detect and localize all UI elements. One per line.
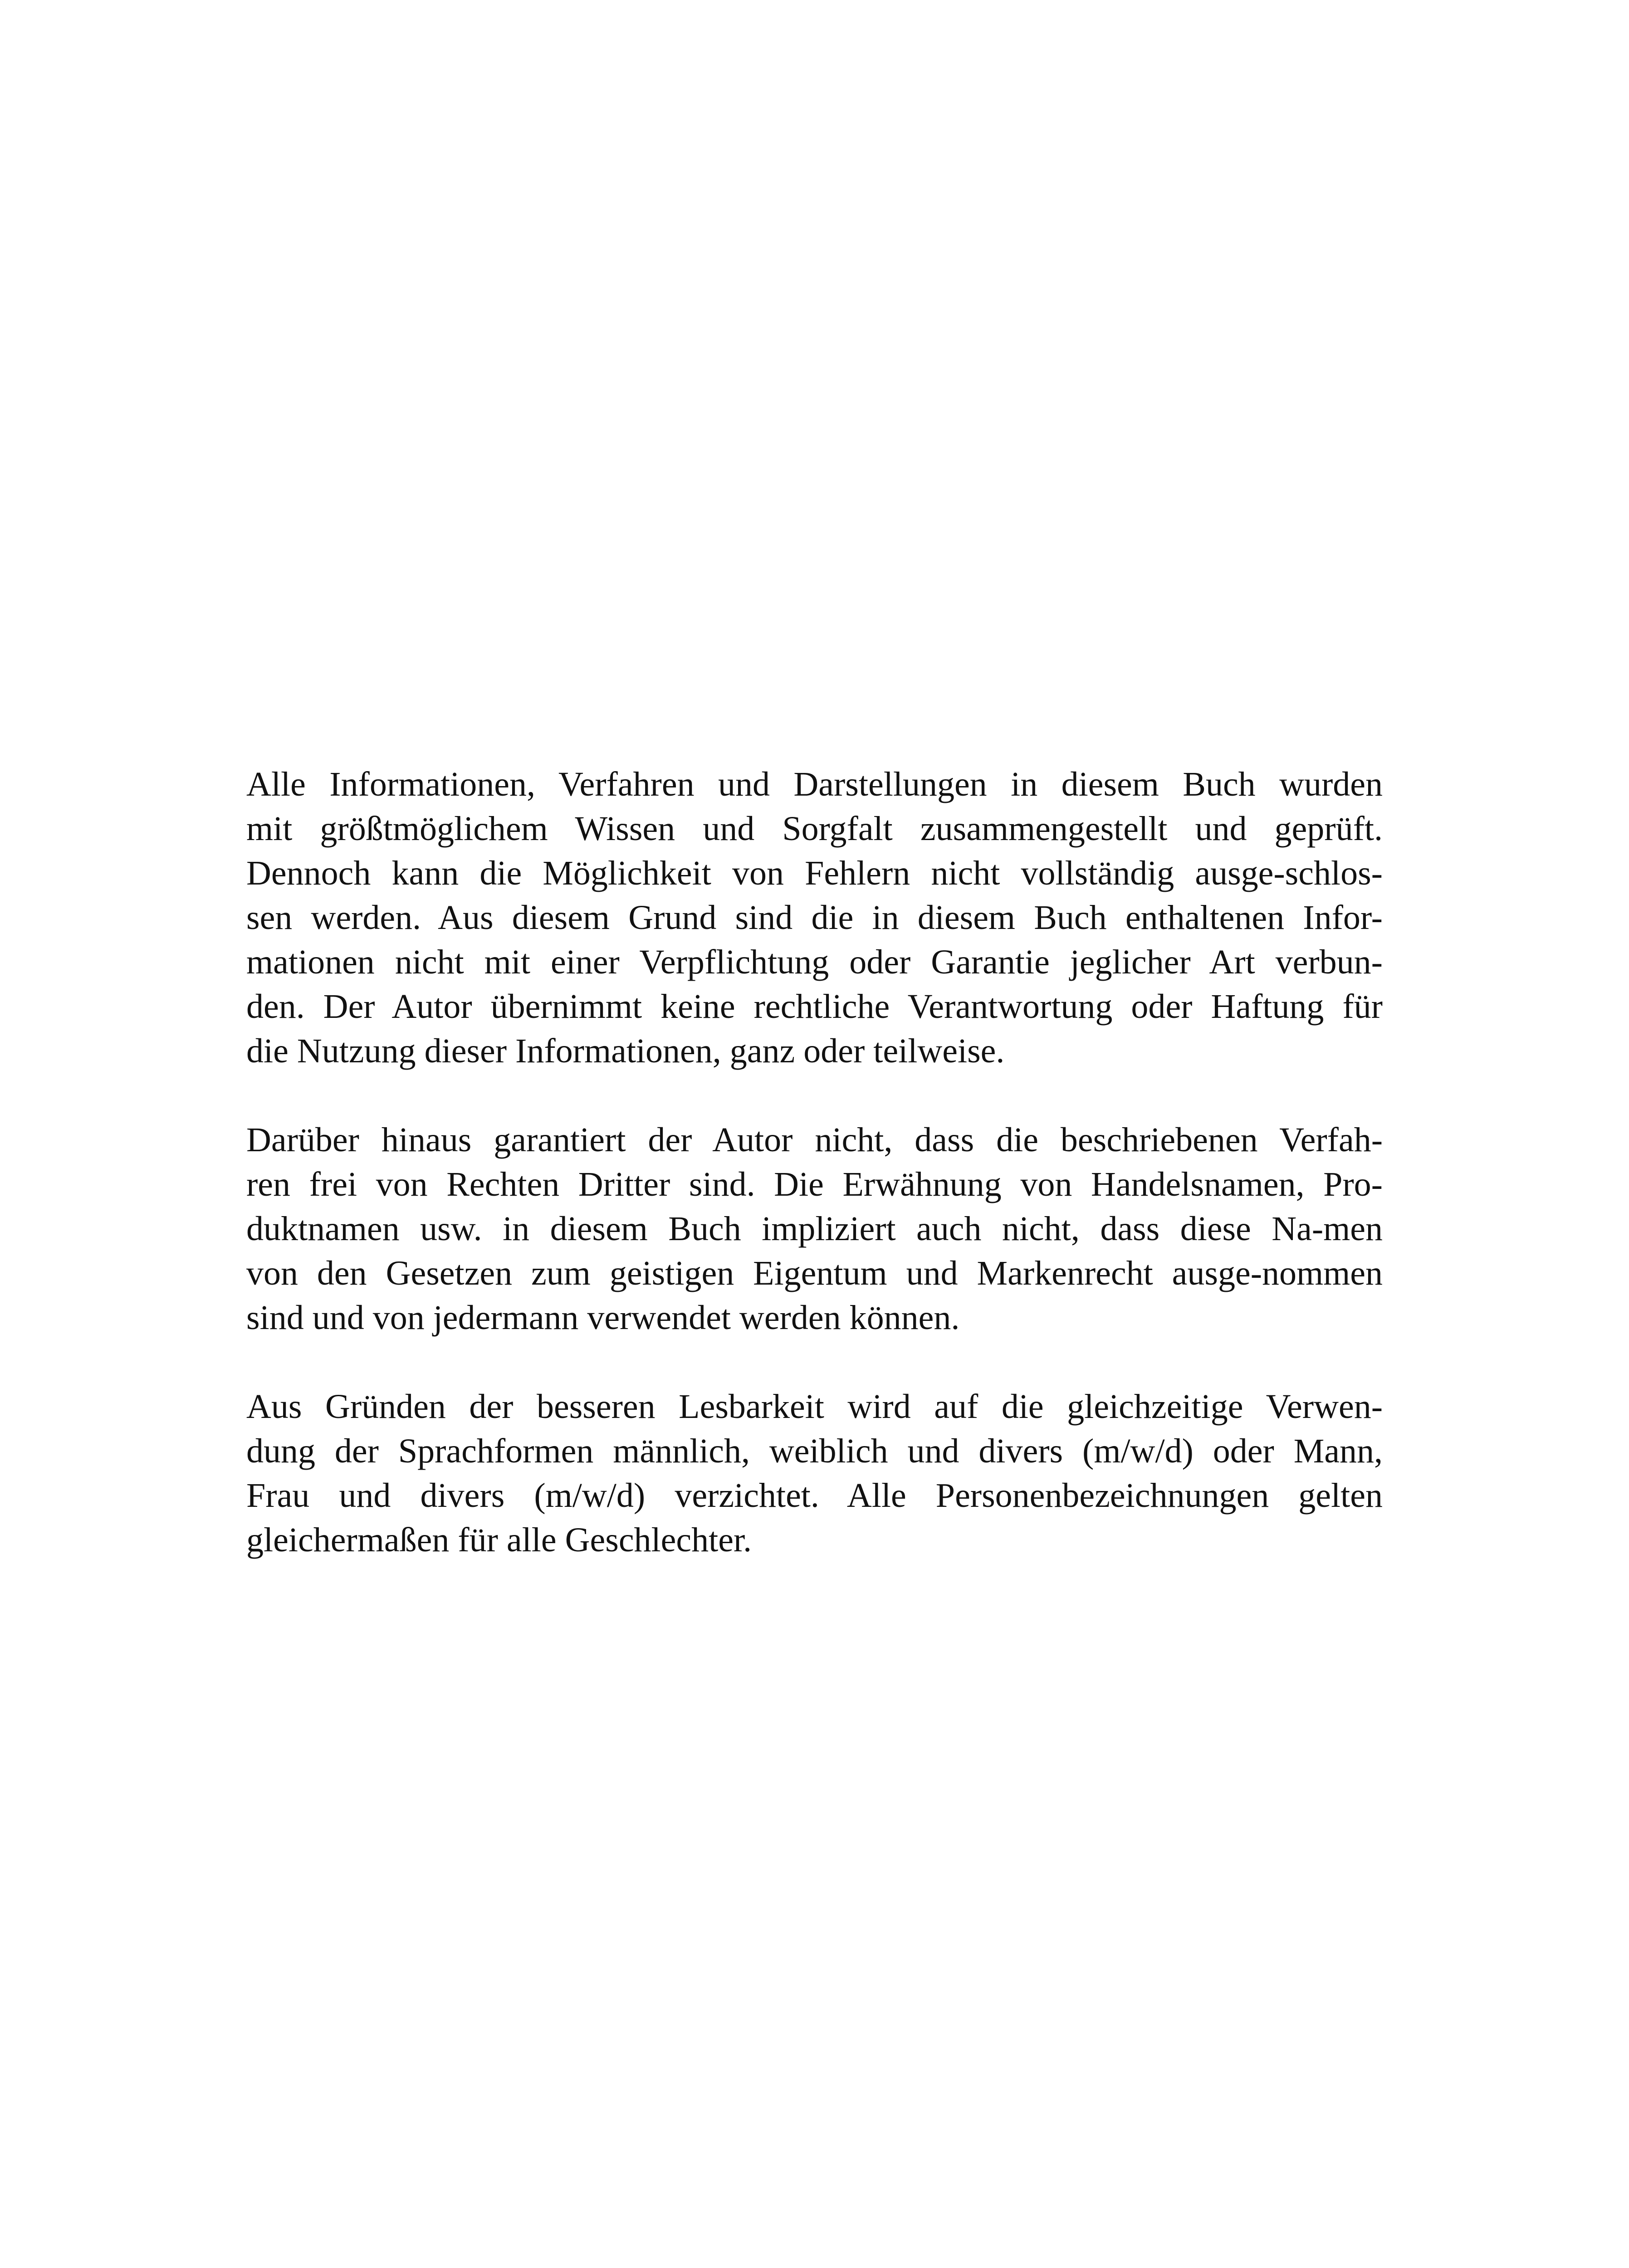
text-line: Aus Gründen der besseren Lesbarkeit wird auf die gleichzeitige Verwen- [246,1388,1383,1426]
text-line: die Nutzung dieser Informationen, ganz oder teilweise. [246,1032,1005,1070]
text-line: sind und von jedermann verwendet werden können. [246,1299,960,1337]
text-line: gleichermaßen für alle Geschlechter. [246,1521,752,1559]
text-line: duktnamen usw. in diesem Buch impliziert auch nicht, dass diese Na-men [246,1210,1383,1248]
paragraph-disclaimer [246,762,1383,1073]
text-line: ren frei von Rechten Dritter sind. Die Erwähnung von Handelsnamen, Pro- [246,1165,1383,1203]
text-line: sen werden. Aus diesem Grund sind die in diesem Buch enthaltenen Infor- [246,899,1383,937]
paragraph-third-party-rights [246,1118,1383,1340]
text-line: Dennoch kann die Möglichkeit von Fehlern nicht vollständig ausge-schlos- [246,854,1383,892]
text-line: dung der Sprachformen männlich, weiblich und divers (m/w/d) oder Mann, [246,1432,1383,1470]
text-line: mationen nicht mit einer Verpflichtung oder Garantie jeglicher Art verbun- [246,943,1383,981]
paragraph-gender-note [246,1384,1383,1562]
text-line: von den Gesetzen zum geistigen Eigentum und Markenrecht ausge-nommen [246,1254,1383,1292]
text-line: Darüber hinaus garantiert der Autor nicht, dass die beschriebenen Verfah- [246,1121,1383,1159]
text-line: Alle Informationen, Verfahren und Darstellungen in diesem Buch wurden [246,765,1383,803]
text-line: mit größtmöglichem Wissen und Sorgfalt zusammengestellt und geprüft. [246,810,1383,848]
text-line: den. Der Autor übernimmt keine rechtliche Verantwortung oder Haftung für [246,987,1383,1026]
text-line: Frau und divers (m/w/d) verzichtet. Alle Personenbezeichnungen gelten [246,1476,1383,1515]
body-text [246,762,1383,1607]
